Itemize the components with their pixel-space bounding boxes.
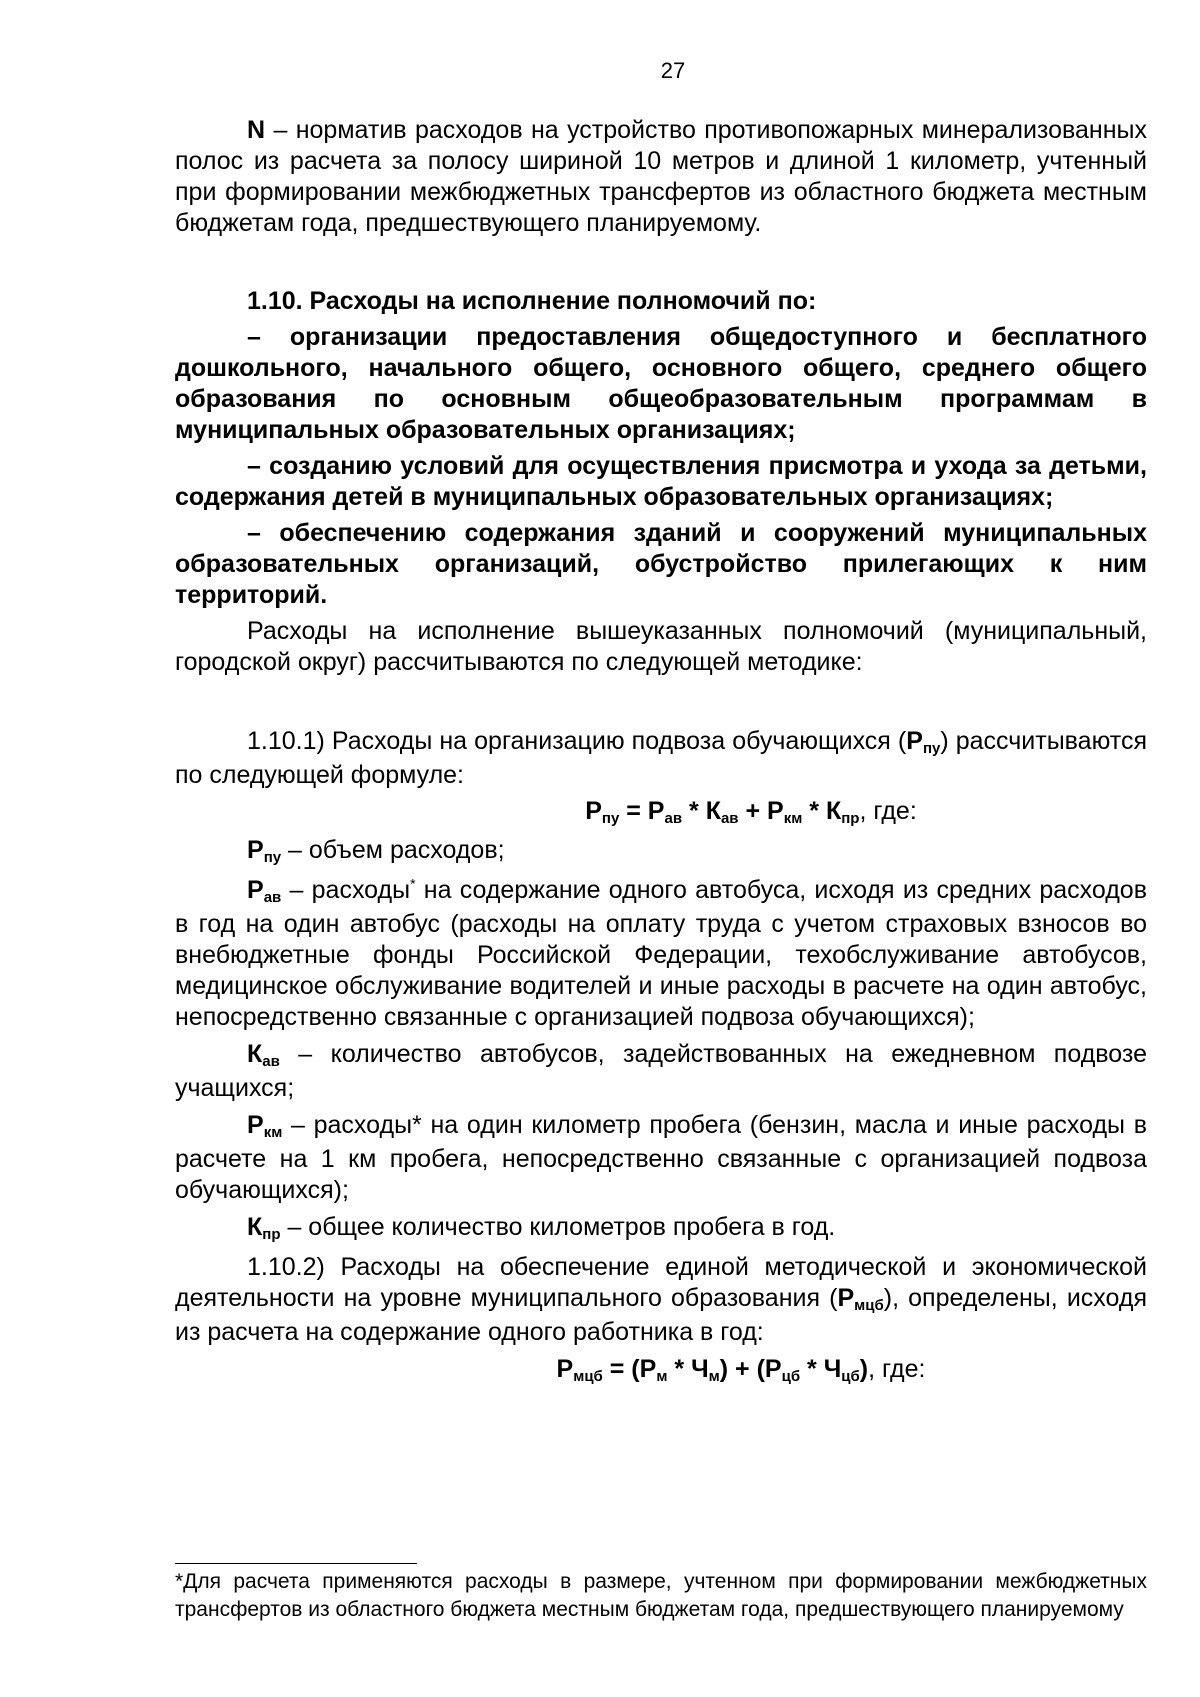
- page-number: 27: [660, 58, 686, 83]
- footnote: *Для расчета применяются расходы в размере, учтенном при формировании межбюджетных трансфертов из областного бюджета местным бюджетам года, предшествующего планируемому: [175, 1570, 1147, 1621]
- section-item-3: – обеспечению содержания зданий и сооружений муниципальных образовательных организаций, обустройство прилегающих к ним территорий.: [175, 519, 1147, 609]
- definition-p-av: $Р_{ав}$ – расходы* на содержание одного автобуса, исходя из средних расходов в год на один автобус (расходы на оплату труда с учетом страховых взносов во внебюджетные фонды Российской Федерации, техобслуживание автобусов, медицинское обслуживание водителей и иные расходы в расчете на один автобус, непосредственно связанные с организацией подвоза обучающихся);: [175, 875, 1147, 1031]
- definition-k-pr: $К_{пр}$ – общее количество километров пробега в год.: [247, 1213, 836, 1243]
- symbol-p-pu: $Р_{пу}$: [906, 727, 941, 757]
- document-page: [175, 0, 1147, 1697]
- intro-text: – норматив расходов на устройство противопожарных минерализованных полос из расчета за полосу шириной 10 метров и длиной 1 километр, учтенный при формировании межбюджетных трансфертов из областного бюджета местным бюджетам года, предшествующего планируемому.: [175, 116, 1147, 237]
- symbol-p-mcb: $Р_{мцб}$: [837, 1284, 884, 1314]
- definition-k-av: $К_{ав}$ – количество автобусов, задействованных на ежедневном подвозе учащихся;: [175, 1040, 1147, 1102]
- formula-transport: $Р_{пу} = Р_{ав} * К_{ав} + Р_{км} * К_{пр}$, где:: [585, 797, 917, 827]
- subsection-1-10-1-intro: 1.10.1) Расходы на организацию подвоза обучающихся $(Р_{пу})$ рассчитываются по следующей формуле:: [175, 727, 1147, 789]
- subsection-1-10-2-intro: 1.10.2) Расходы на обеспечение единой методической и экономической деятельности на уровне муниципального образования $(Р_{мцб})$, определены, исходя из расчета на содержание одного работника в год:: [175, 1253, 1147, 1346]
- section-item-1: – организации предоставления общедоступного и бесплатного дошкольного, начального общего, основного общего, среднего общего образования по основным общеобразовательным программам в муниципальных образовательных организациях;: [175, 323, 1147, 444]
- definition-p-pu: $Р_{пу}$ – объем расходов;: [247, 836, 505, 866]
- intro-paragraph: [175, 115, 1147, 239]
- method-paragraph: Расходы на исполнение вышеуказанных полномочий (муниципальный, городской округ) рассчитываются по следующей методике:: [175, 617, 1147, 676]
- section-item-2: – созданию условий для осуществления присмотра и ухода за детьми, содержания детей в муниципальных образовательных организациях;: [175, 452, 1147, 511]
- page-content: [175, 115, 1147, 1388]
- norm-symbol: N: [247, 116, 266, 144]
- formula-methodical: $Р_{мцб} = (Р_м * Ч_м) + (Р_{цб} * Ч_{цб})$, где:: [556, 1355, 926, 1385]
- footnote-separator: [175, 1563, 417, 1564]
- definition-p-km: $Р_{км}$ – расходы* на один километр пробега (бензин, масла и иные расходы в расчете на 1 км пробега, непосредственно связанные с организацией подвоза обучающихся);: [175, 1111, 1147, 1204]
- section-heading: 1.10. Расходы на исполнение полномочий по:: [247, 287, 817, 315]
